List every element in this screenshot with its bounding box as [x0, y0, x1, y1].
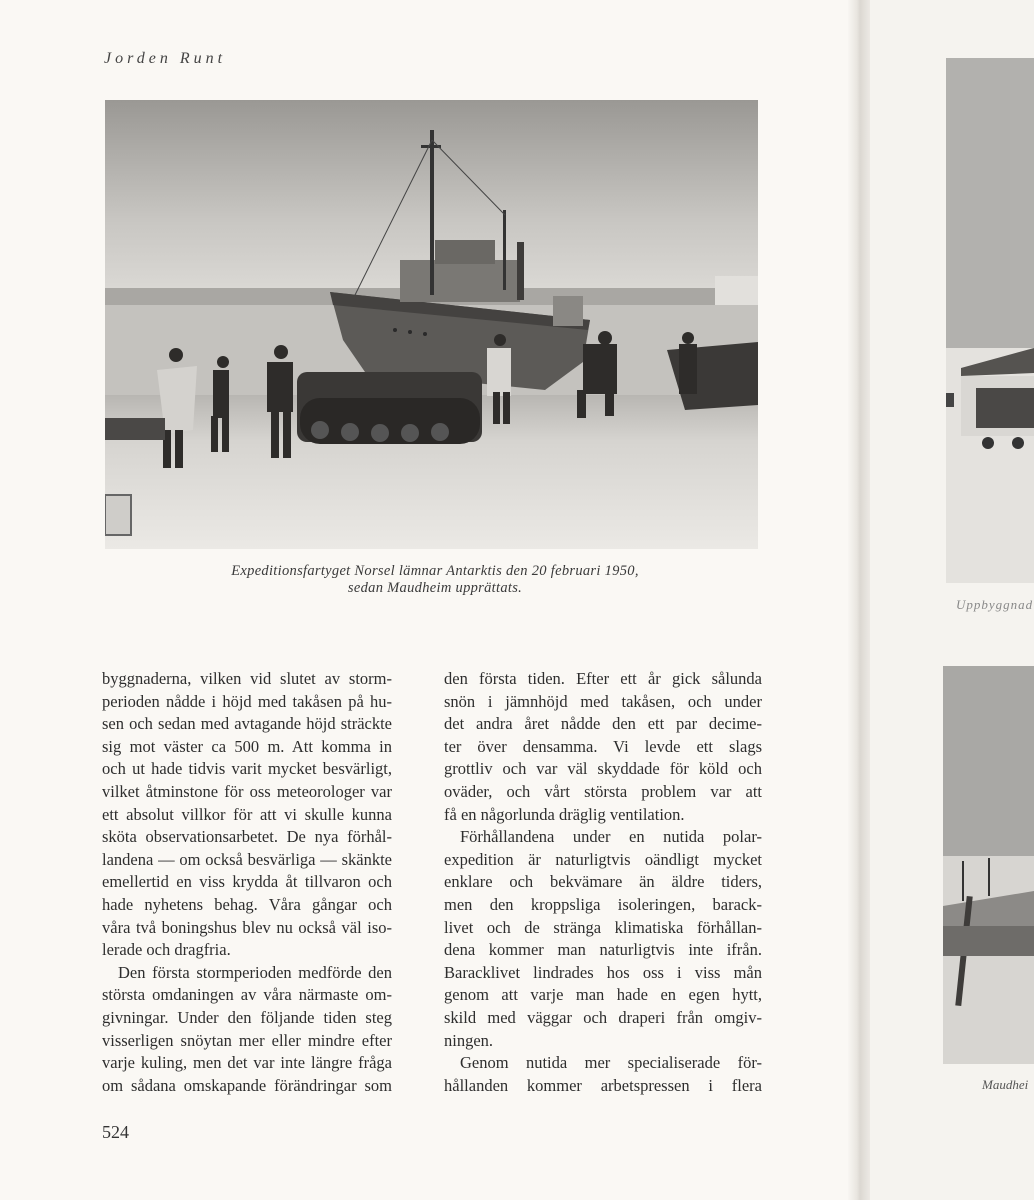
text-line: varje kuling, men det var inte längre fråga — [102, 1053, 392, 1073]
caption-line: Expeditionsfartyget Norsel lämnar Antarktis den 20 februari 1950, — [231, 563, 639, 579]
text-line: landena — om också besvärliga — skänkte — [102, 849, 392, 869]
text-line: ter över densamma. Vi levde ett slags — [444, 736, 762, 756]
text-line: lerade och dragfria. — [102, 940, 231, 960]
caption-line: sedan Maudheim upprättats. — [347, 580, 523, 596]
tracked-vehicle-front — [297, 372, 482, 444]
text-line: Den första stormperioden medförde den — [118, 962, 392, 982]
text-line: om sådana omskapande förändringar som — [102, 1075, 392, 1095]
text-line: hållanden kommer arbetspressen i flera — [444, 1075, 762, 1095]
text-line: emellertid en viss krydda åt tillvaron och — [102, 872, 392, 892]
text-column-left — [102, 668, 392, 1097]
text-line: och ut hade tidvis varit mycket besvärligt, — [102, 759, 392, 779]
text-line: snön i jämnhöjd med takåsen, och under — [444, 691, 762, 711]
text-line: Förhållandena under en nutida polar- — [460, 827, 762, 847]
text-line: visserligen snöytan mer eller mindre efter — [102, 1030, 392, 1050]
text-line: givningar. Under den följande tiden steg — [102, 1007, 392, 1027]
text-line: sen och sedan med avtagande höjd sträckte — [102, 714, 392, 734]
text-line: enklare och bekvämare än äldre tiders, — [444, 872, 762, 892]
text-line: få en någorlunda dräglig ventilation. — [444, 804, 685, 824]
running-head: Jorden Runt — [104, 50, 227, 67]
text-line: men den kroppsliga isoleringen, barack- — [444, 894, 762, 914]
text-line: dena kommer man naturligtvis inte ifrån. — [444, 940, 762, 960]
text-line: ningen. — [444, 1030, 494, 1050]
text-line: perioden nådde i höjd med takåsen på hu- — [102, 691, 392, 711]
book-gutter — [848, 0, 870, 1200]
text-line: vilket åtminstone för oss meteorologer var — [102, 781, 392, 801]
right-page-caption-bottom: Maudhei — [982, 1077, 1029, 1092]
text-column-right — [444, 668, 762, 1097]
expedition-ship-photo — [105, 100, 758, 549]
text-line: livet och de stränga klimatiska förhållan- — [444, 917, 762, 937]
text-line: det andra året nådde den ett par decime- — [444, 714, 762, 734]
text-line: expedition är naturligtvis oändligt mycket — [444, 849, 762, 869]
right-page-caption-top: Uppbyggnad — [956, 597, 1034, 612]
text-line: skild med väggar och draperi från omgiv- — [444, 1007, 762, 1027]
page-number: 524 — [102, 1122, 129, 1142]
text-line: genom att varje man hade en egen hytt, — [444, 985, 762, 1005]
text-line: hade nyhetens behag. Våra gångar och — [102, 894, 392, 914]
text-line: Baracklivet lindrades hos oss i viss mån — [444, 962, 762, 982]
text-line: Genom nutida mer specialiserade för- — [460, 1053, 762, 1073]
right-page-photo-top — [946, 58, 1034, 583]
text-line: sig mot väster ca 500 m. Att komma in — [102, 736, 392, 756]
text-line: största omdaningen av våra närmaste om- — [102, 985, 392, 1005]
text-line: sköta observationsarbetet. De nya förhål- — [102, 827, 392, 847]
text-line: våra två boningshus blev nu också väl iso- — [102, 917, 392, 937]
text-line: byggnaderna, vilken vid slutet av storm- — [102, 669, 392, 688]
ice-cliff — [715, 276, 758, 308]
text-line: den första tiden. Efter ett år gick sålunda — [444, 669, 762, 688]
right-page-photo-bottom — [943, 666, 1034, 1064]
text-line: oväder, och vårt största problem var att — [444, 781, 762, 801]
text-line: ett absolut villkor för att vi skulle kunna — [102, 804, 392, 824]
photo-caption — [150, 563, 720, 597]
text-line: grottliv och var väl skyddade för köld och — [444, 759, 762, 779]
